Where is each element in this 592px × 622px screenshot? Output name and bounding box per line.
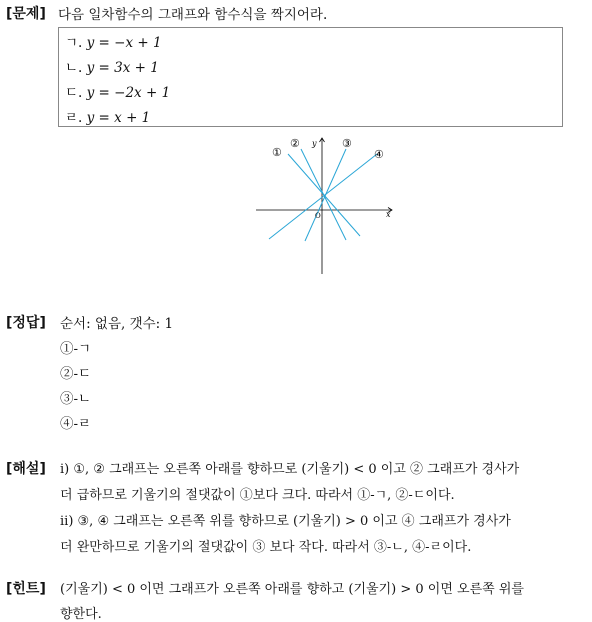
option-label: ㄱ.: [65, 35, 83, 51]
option-expr: y = 3x + 1: [86, 60, 159, 76]
option-label: ㄹ.: [65, 110, 83, 126]
hint-tag: [힌트]: [6, 581, 46, 597]
graph-line-4: [269, 154, 377, 239]
graph-line-2: [301, 149, 346, 240]
graph-label-3: ③: [342, 137, 352, 150]
answer-header: 순서: 없음, 갯수: 1: [60, 316, 174, 332]
option-3: [65, 81, 170, 101]
answer-pair-3: ③-ㄴ: [60, 391, 92, 407]
explanation-line-2: 더 급하므로 기울기의 절댓값이 ①보다 크다. 따라서 ①-ㄱ, ②-ㄷ이다.: [60, 488, 455, 503]
options-box: [58, 27, 563, 127]
option-expr: y = −x + 1: [86, 35, 162, 51]
problem-tag: [문제]: [6, 6, 46, 22]
linear-graph: [250, 133, 400, 278]
hint-line-2: 향한다.: [60, 607, 102, 622]
option-1: [65, 31, 162, 51]
graph-label-1: ①: [272, 146, 282, 159]
explanation-line-1: ⅰ) ①, ② 그래프는 오른쪽 아래를 향하므로 (기울기) < 0 이고 ② 그래프가 경사가: [60, 462, 520, 477]
answer-pair-1: ①-ㄱ: [60, 341, 92, 357]
y-axis-label: y: [312, 139, 317, 148]
hint-line-1: (기울기) < 0 이면 그래프가 오른쪽 아래를 향하고 (기울기) > 0 이면 오른쪽 위를: [60, 582, 524, 597]
problem-question: 다음 일차함수의 그래프와 함수식을 짝지어라.: [58, 7, 328, 23]
answer-pair-2: ②-ㄷ: [60, 366, 92, 382]
explanation-tag: [해설]: [6, 461, 46, 477]
graph-label-4: ④: [374, 148, 384, 161]
option-label: ㄷ.: [65, 85, 83, 101]
option-2: [65, 56, 159, 76]
x-axis-label: x: [386, 210, 391, 219]
graph-label-2: ②: [290, 137, 300, 150]
option-expr: y = x + 1: [86, 110, 151, 126]
explanation-line-4: 더 완만하므로 기울기의 절댓값이 ③ 보다 작다. 따라서 ③-ㄴ, ④-ㄹ이다.: [60, 540, 472, 555]
option-label: ㄴ.: [65, 60, 83, 76]
answer-tag: [정답]: [6, 315, 46, 331]
explanation-line-3: ⅱ) ③, ④ 그래프는 오른쪽 위를 향하므로 (기울기) > 0 이고 ④ 그래프가 경사가: [60, 514, 511, 529]
origin-label: O: [315, 212, 321, 220]
option-expr: y = −2x + 1: [86, 85, 171, 101]
answer-pair-4: ④-ㄹ: [60, 416, 92, 432]
option-4: [65, 106, 150, 126]
